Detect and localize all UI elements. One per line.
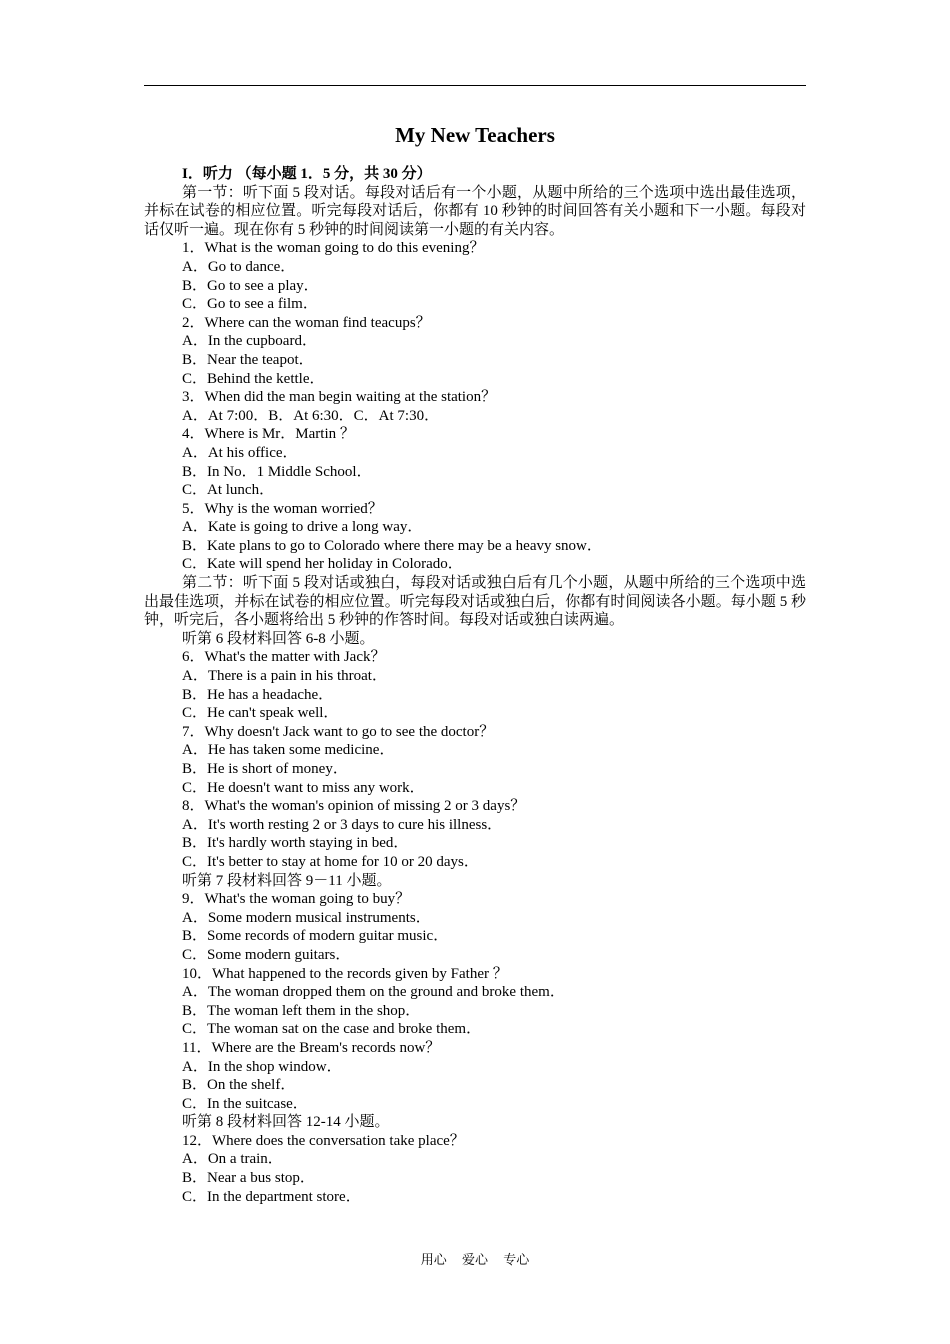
question-line: B．In No．1 Middle School．	[182, 463, 372, 480]
question-line: 5．Why is the woman worried？	[182, 500, 383, 517]
question-line: C．It's better to stay at home for 10 or 20 days．	[182, 853, 479, 870]
question-line: B．Go to see a play．	[182, 277, 319, 294]
question-line: B．He is short of money．	[182, 761, 348, 777]
question-line: B．The woman left them in the shop．	[182, 1002, 421, 1019]
question-line: B．Kate plans to go to Colorado where there may be a heavy snow．	[182, 537, 602, 554]
question-line: A．He has taken some medicine．	[182, 742, 395, 759]
question-line: 7．Why doesn't Jack want to go to see the doctor？	[182, 723, 495, 740]
question-line: C．Kate will spend her holiday in Colorado．	[182, 556, 463, 573]
question-line: A．The woman dropped them on the ground and broke them．	[182, 984, 565, 1001]
question-line: B．It's hardly worth staying in bed．	[182, 835, 409, 852]
question-line: A．Some modern musical instruments．	[182, 909, 431, 926]
question-line: C．Go to see a film．	[182, 296, 318, 313]
document-body	[144, 165, 806, 1206]
question-line: 听第 7 段材料回答 9－11 小题。	[182, 872, 392, 889]
question-line: 6．What's the matter with Jack？	[182, 649, 386, 666]
part1-intro: 第一节：听下面 5 段对话。每段对话后有一个小题，从题中所给的三个选项中选出最佳选项，并标在试卷的相应位置。听完每段对话后，你都有 10 秒钟的时间回答有关小题和下一小题。每段对话仅听一遍。现在你有 5 秒钟的时间阅读第一小题的有关内容。	[144, 184, 806, 238]
part2-questions	[144, 630, 806, 1206]
header-rule	[144, 85, 806, 86]
question-line: 1．What is the woman going to do this evening？	[182, 240, 485, 257]
part1-questions	[144, 239, 806, 574]
question-line: A．Go to dance．	[182, 258, 296, 275]
question-line: 8．What's the woman's opinion of missing 2 or 3 days？	[182, 798, 526, 815]
page-footer: 用心 爱心 专心	[420, 1252, 530, 1267]
section-heading: I．听力 （每小题 1．5 分，共 30 分）	[182, 166, 432, 182]
question-line: B．Near a bus stop．	[182, 1170, 315, 1187]
question-line: A．It's worth resting 2 or 3 days to cure his illness．	[182, 816, 503, 833]
question-line: 9．What's the woman going to buy？	[182, 891, 411, 908]
question-line: A．There is a pain in his throat．	[182, 668, 387, 685]
question-line: C．He can't speak well．	[182, 705, 339, 722]
part2-intro: 第二节：听下面 5 段对话或独白，每段对话或独白后有几个小题，从题中所给的三个选项中选出最佳选项，并标在试卷的相应位置。听完每段对话或独白后，你都有时间阅读各小题。每小题 5 秒钟，听完后，各小题将给出 5 秒钟的作答时间。每段对话或独白读两遍。	[144, 575, 806, 629]
page-title: My New Teachers	[395, 123, 555, 147]
question-line: C．The woman sat on the case and broke them．	[182, 1021, 482, 1038]
question-line: A．At his office．	[182, 444, 298, 461]
question-line: B．On the shelf．	[182, 1077, 296, 1094]
question-line: 4．Where is Mr．Martin ？	[182, 426, 355, 443]
question-line: C．Some modern guitars．	[182, 946, 351, 963]
question-line: 听第 6 段材料回答 6-8 小题。	[182, 630, 375, 647]
question-line: C．Behind the kettle．	[182, 370, 325, 387]
question-line: A．On a train．	[182, 1151, 283, 1168]
question-line: A．In the shop window．	[182, 1058, 342, 1075]
question-line: 听第 8 段材料回答 12-14 小题。	[182, 1114, 390, 1131]
question-line: C．At lunch．	[182, 482, 275, 499]
question-line: C．In the suitcase．	[182, 1095, 308, 1112]
question-line: B．Some records of modern guitar music．	[182, 928, 449, 945]
question-line: A．Kate is going to drive a long way．	[182, 519, 423, 536]
question-line: 10．What happened to the records given by Father ？	[182, 965, 508, 982]
question-line: C．He doesn't want to miss any work．	[182, 779, 425, 796]
question-line: 11．Where are the Bream's records now？	[182, 1039, 441, 1056]
question-line: 3．When did the man begin waiting at the station？	[182, 389, 497, 406]
question-line: A．In the cupboard．	[182, 333, 317, 350]
question-line: 2．Where can the woman find teacups？	[182, 314, 431, 331]
question-line: A．At 7:00．B．At 6:30．C．At 7:30．	[182, 407, 440, 424]
question-line: 12．Where does the conversation take place？	[182, 1132, 465, 1149]
question-line: B．Near the teapot．	[182, 351, 314, 368]
question-line: B．He has a headache．	[182, 686, 334, 703]
question-line: C．In the department store．	[182, 1188, 361, 1205]
